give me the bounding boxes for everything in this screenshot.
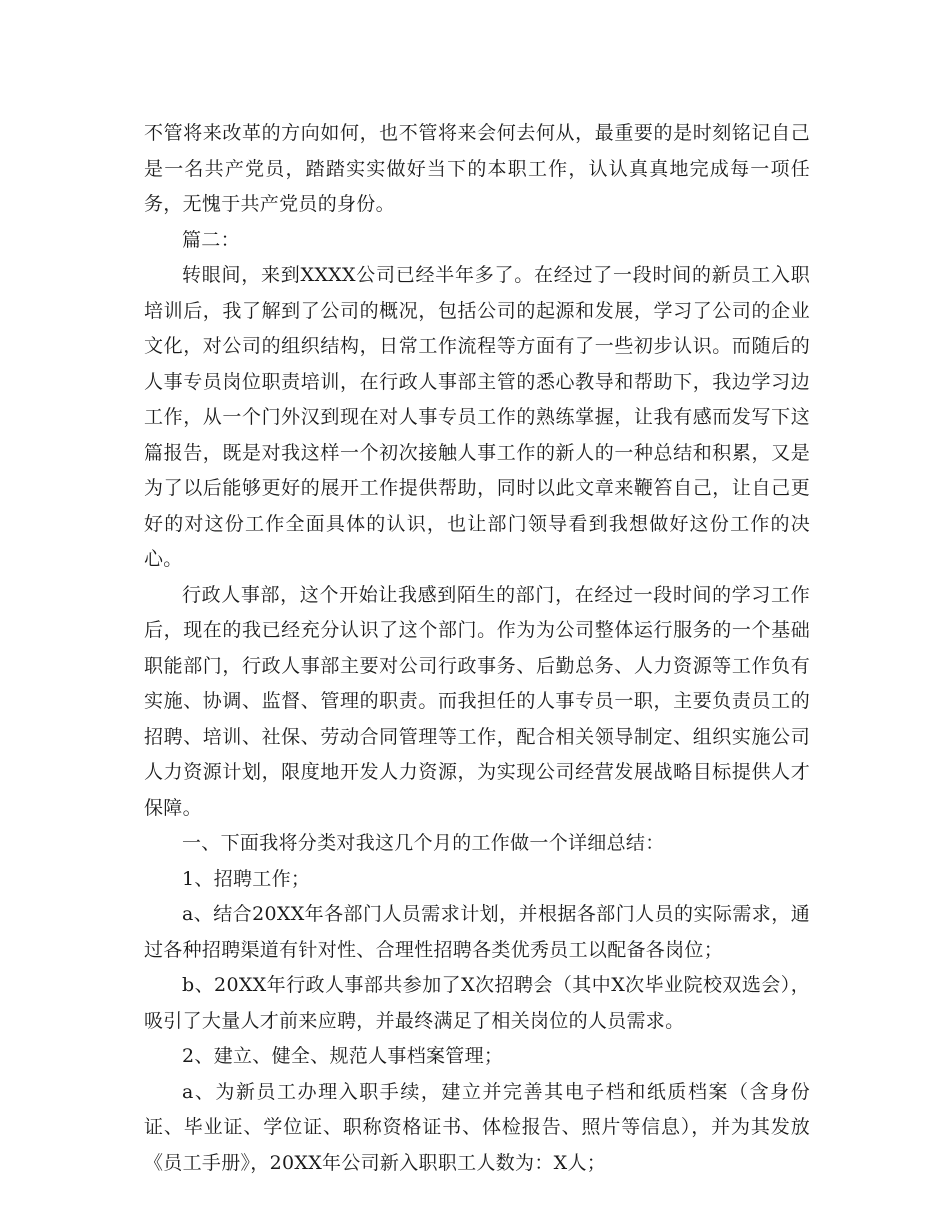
heading-recruitment: 1、招聘工作； [182, 867, 311, 890]
paragraph-department: 行政人事部，这个开始让我感到陌生的部门，在经过一段时间的学习工作后，现在的我已经充分认识了这个部门。作为为公司整体运行服务的一个基础职能部门，行政人事部主要对公司行政事务、后勤总务、人力资源等工作负有实施、协调、监督、管理的职责。而我担任的人事专员一职，主要负责员工的招聘、培训、社保、劳动合同管理等工作，配合相关领导制定、组织实施公司人力资源计划，限度地开发人力资源，为实现公司经营发展战略目标提供人才保障。 [144, 583, 810, 819]
list-item-personnel-files-a: a、为新员工办理入职手续，建立并完善其电子档和纸质档案（含身份证、毕业证、学位证、职称资格证书、体检报告、照片等信息），并为其发放《员工手册》，20XX年公司新入职职工人数为：X人； [144, 1080, 810, 1174]
heading-summary: 一、下面我将分类对我这几个月的工作做一个详细总结： [182, 832, 665, 854]
paragraph-intro: 转眼间，来到XXXX公司已经半年多了。在经过了一段时间的新员工入职培训后，我了解到了公司的概况，包括公司的起源和发展，学习了公司的企业文化，对公司的组织结构，日常工作流程等方面有了一些初步认识。而随后的人事专员岗位职责培训，在行政人事部主管的悉心教导和帮助下，我边学习边工作，从一个门外汉到现在对人事专员工作的熟练掌握，让我有感而发写下这篇报告，既是对我这样一个初次接触人事工作的新人的一种总结和积累，又是为了以后能够更好的展开工作提供帮助，同时以此文章来鞭笞自己，让自己更好的对这份工作全面具体的认识，也让部门领导看到我想做好这份工作的决心。 [144, 264, 810, 570]
heading-personnel-files: 2、建立、健全、规范人事档案管理； [182, 1045, 504, 1067]
section-heading-part-two: 篇二： [182, 228, 240, 251]
document-body [144, 116, 810, 1181]
list-item-recruitment-a: a、结合20XX年各部门人员需求计划，并根据各部门人员的实际需求，通过各种招聘渠道有针对性、合理性招聘各类优秀员工以配备各岗位； [144, 903, 810, 961]
list-item-recruitment-b: b、20XX年行政人事部共参加了X次招聘会（其中X次毕业院校双选会），吸引了大量人才前来应聘，并最终满足了相关岗位的人员需求。 [144, 974, 810, 1032]
paragraph-continuation: 不管将来改革的方向如何，也不管将来会何去何从，最重要的是时刻铭记自己是一名共产党员，踏踏实实做好当下的本职工作，认认真真地完成每一项任务，无愧于共产党员的身份。 [144, 122, 810, 215]
